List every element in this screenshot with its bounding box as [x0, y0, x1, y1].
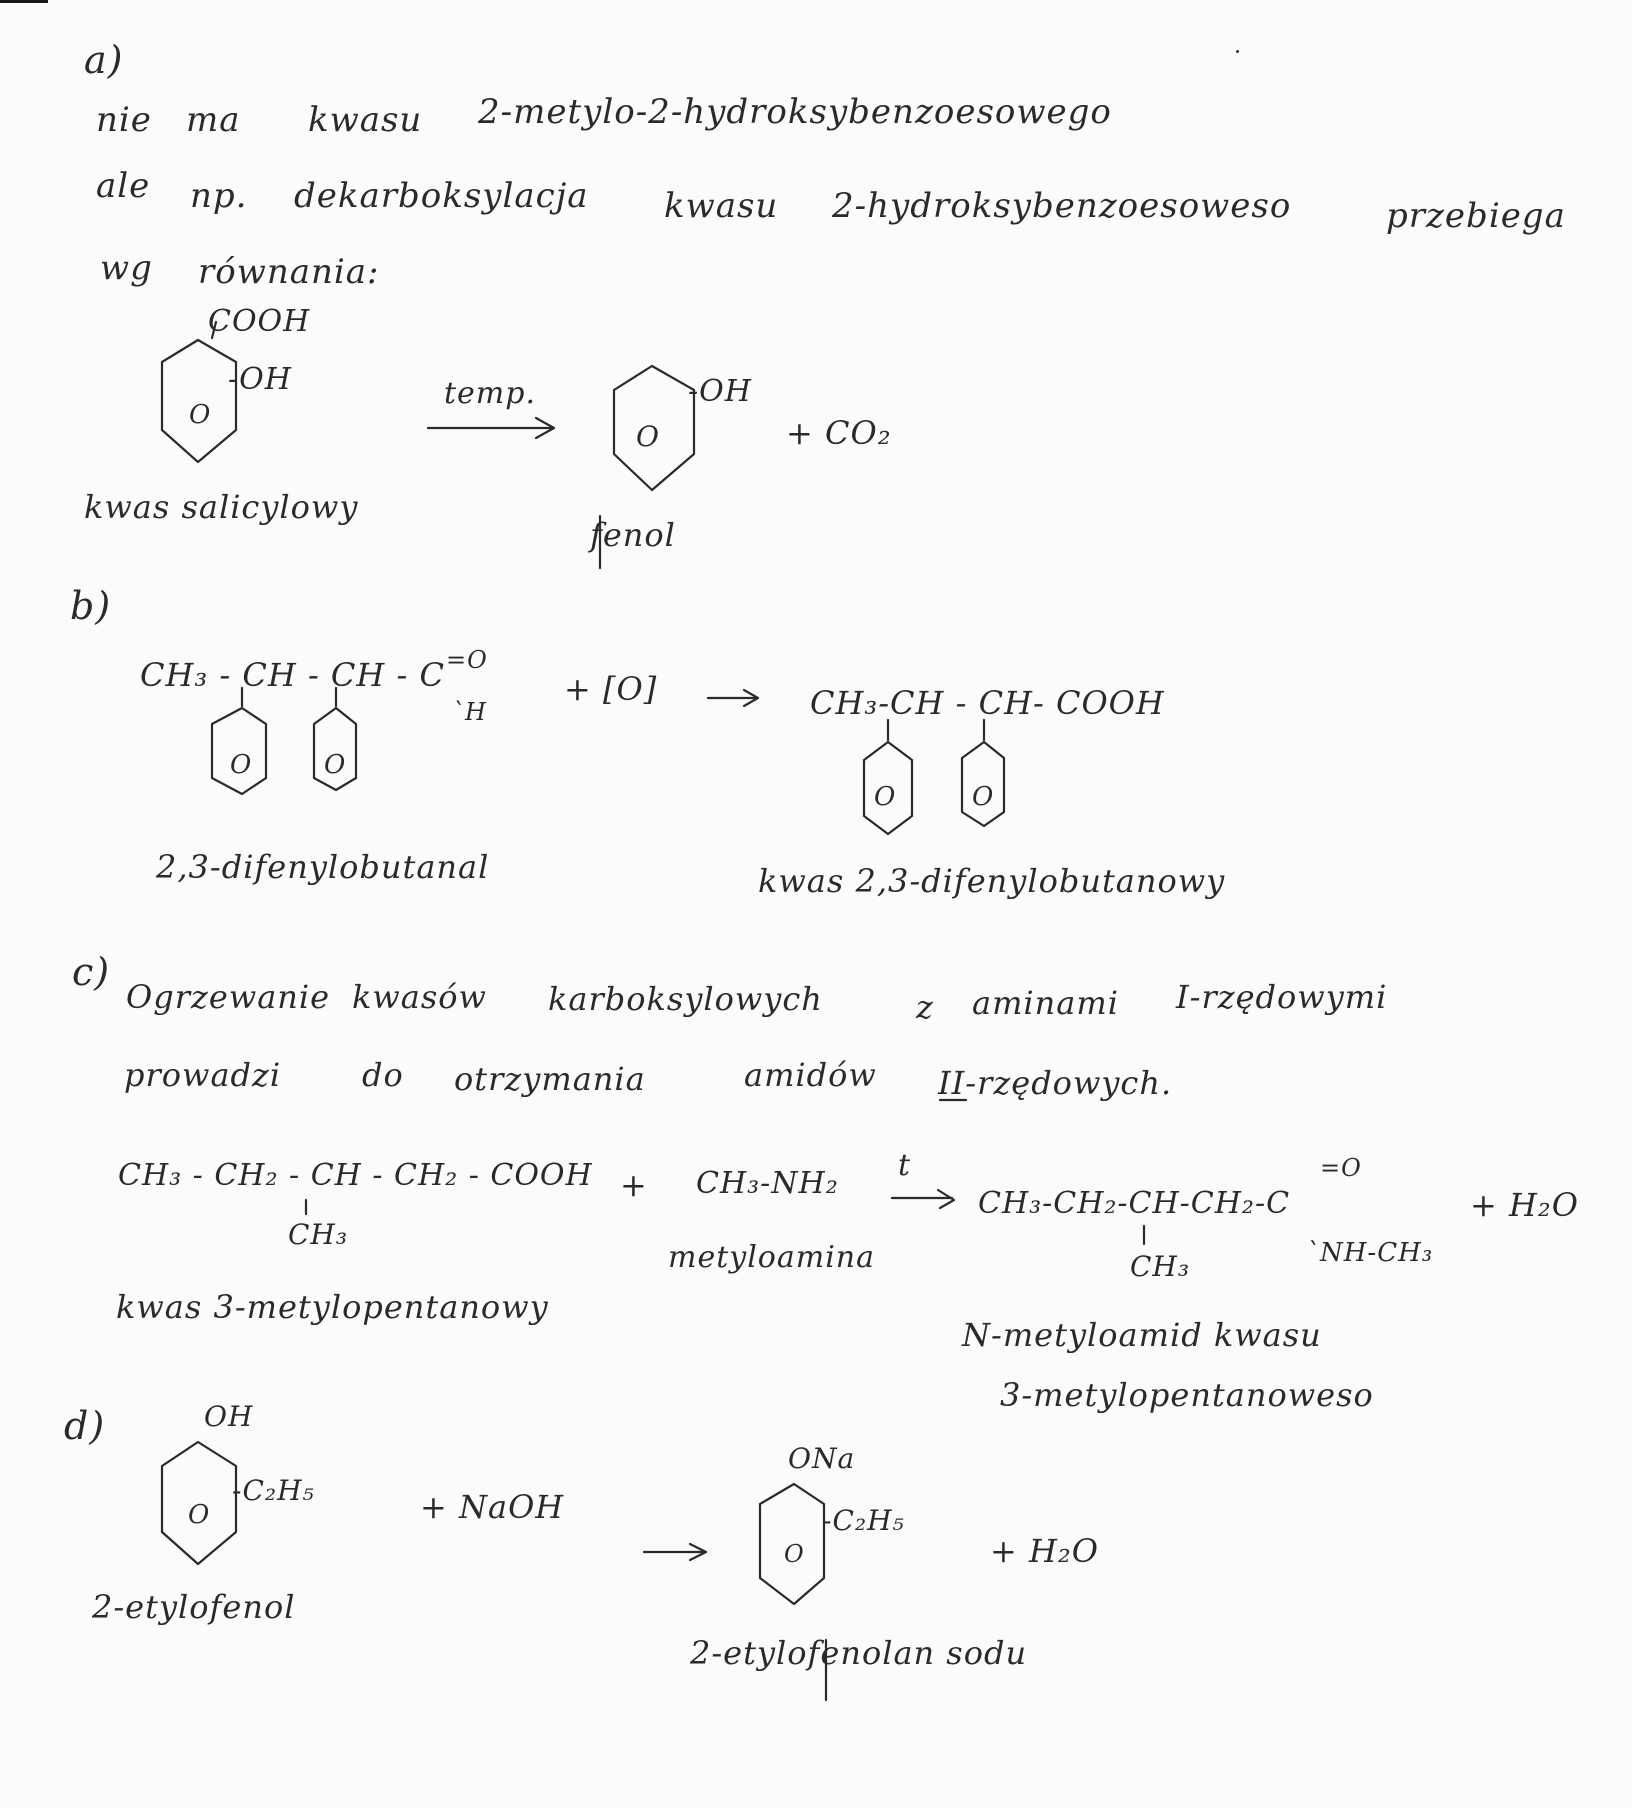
c-amine-name: metyloamina	[668, 1240, 875, 1275]
a-product-ring-center: O	[636, 420, 660, 453]
a-line2-word-5: 2-hydroksybenzoesoweso	[832, 186, 1292, 226]
a-line3-word-1: wg	[100, 248, 153, 288]
page-edge-mark	[0, 0, 48, 3]
b-product-name: kwas 2,3-difenylobutanowy	[758, 862, 1226, 900]
d-plus-h2o: + H₂O	[990, 1532, 1099, 1570]
c-product: CH₃-CH₂-CH-CH₂-C	[978, 1186, 1291, 1221]
c-line1-word-5: aminami	[972, 984, 1119, 1022]
ink-speck	[1236, 50, 1239, 53]
b-aldehyde-o: =O	[446, 646, 488, 674]
c-product-name-line1: N-metyloamid kwasu	[962, 1316, 1322, 1354]
c-line2-word-4: amidów	[744, 1056, 877, 1094]
a-line1-word-4: 2-metylo-2-hydroksybenzoesowego	[478, 92, 1112, 132]
c-plus-h2o: + H₂O	[1470, 1186, 1579, 1224]
a-line1-word-1: nie	[96, 100, 152, 140]
c-line1-word-6: I-rzędowymi	[1176, 978, 1388, 1016]
c-line2-word-5: II-rzędowych.	[938, 1064, 1173, 1102]
d-product-ring-center: O	[784, 1540, 805, 1568]
section-d-label: d)	[64, 1404, 106, 1448]
d-product-name: 2-etylofenolan sodu	[690, 1634, 1028, 1672]
d-reaction-arrow	[644, 1544, 706, 1560]
b-product-ring2-center: O	[972, 782, 995, 812]
d-reactant-c2h5: -C₂H₅	[232, 1474, 315, 1507]
b-reaction-arrow	[708, 690, 758, 706]
c-product-name-line2: 3-metylopentanoweso	[1000, 1376, 1374, 1414]
b-reactant: CH₃ - CH - CH - C	[140, 656, 445, 694]
a-product-name: fenol	[590, 516, 676, 554]
c-line1-word-4: z	[916, 988, 934, 1026]
c-product-o: =O	[1320, 1154, 1362, 1182]
a-line3-word-2: równania:	[198, 252, 380, 292]
c-reactant: CH₃ - CH₂ - CH - CH₂ - COOH	[118, 1158, 593, 1193]
a-line1-word-2: ma	[186, 100, 241, 140]
a-reaction-arrow	[428, 418, 554, 438]
a-line2-word-3: dekarboksylacja	[294, 176, 589, 216]
c-line2-word-3: otrzymania	[454, 1060, 646, 1098]
d-product-ona: ONa	[788, 1442, 856, 1475]
d-reactant-oh: OH	[204, 1400, 254, 1433]
c-line1-word-1: Ogrzewanie	[126, 978, 331, 1016]
a-reactant-ring-center: O	[189, 400, 212, 430]
section-c-label: c)	[72, 950, 111, 994]
b-product-ring1-center: O	[874, 782, 897, 812]
b-product: CH₃-CH - CH- COOH	[810, 684, 1165, 722]
d-plus-naoh: + NaOH	[420, 1488, 565, 1526]
c-line2-word-2: do	[362, 1056, 404, 1094]
d-product-c2h5: -C₂H₅	[822, 1504, 905, 1537]
c-amine: CH₃-NH₂	[696, 1166, 839, 1201]
b-reactant-name: 2,3-difenylobutanal	[156, 848, 490, 886]
c-reactant-name: kwas 3-metylopentanowy	[116, 1288, 549, 1326]
a-plus-co2: + CO₂	[786, 414, 892, 452]
section-b-label: b)	[70, 584, 112, 628]
a-product-oh: -OH	[688, 374, 752, 409]
a-line2-word-1: ale	[96, 166, 151, 206]
a-line2-word-4: kwasu	[664, 186, 779, 226]
c-product-nh: `NH-CH₃	[1306, 1238, 1434, 1268]
d-reactant-name: 2-etylofenol	[92, 1588, 296, 1626]
a-reactant-cooh: COOH	[208, 304, 311, 339]
c-line2-word-1: prowadzi	[124, 1056, 282, 1094]
a-reactant-name: kwas salicylowy	[84, 488, 359, 526]
b-plus-oxygen: + [O]	[564, 670, 658, 708]
section-a-label: a)	[84, 38, 124, 82]
c-reactant-branch: CH₃	[288, 1218, 349, 1251]
c-reaction-arrow	[892, 1190, 954, 1208]
a-arrow-label: temp.	[444, 376, 536, 411]
a-line2-word-6: przebiega	[1386, 196, 1566, 236]
c-product-branch: CH₃	[1130, 1250, 1191, 1283]
c-arrow-label: t	[898, 1148, 912, 1183]
a-reactant-oh: -OH	[228, 362, 292, 397]
d-reactant-ring-center: O	[188, 1500, 211, 1530]
c-line1-word-2: kwasów	[352, 978, 487, 1016]
b-reactant-ring1-center: O	[230, 750, 253, 780]
c-line1-word-3: karboksylowych	[548, 980, 823, 1018]
a-line1-word-3: kwasu	[308, 100, 423, 140]
b-aldehyde-h: `H	[452, 698, 487, 726]
a-line2-word-2: np.	[190, 176, 248, 216]
b-reactant-ring2-center: O	[324, 750, 347, 780]
c-plus-1: +	[620, 1166, 648, 1204]
